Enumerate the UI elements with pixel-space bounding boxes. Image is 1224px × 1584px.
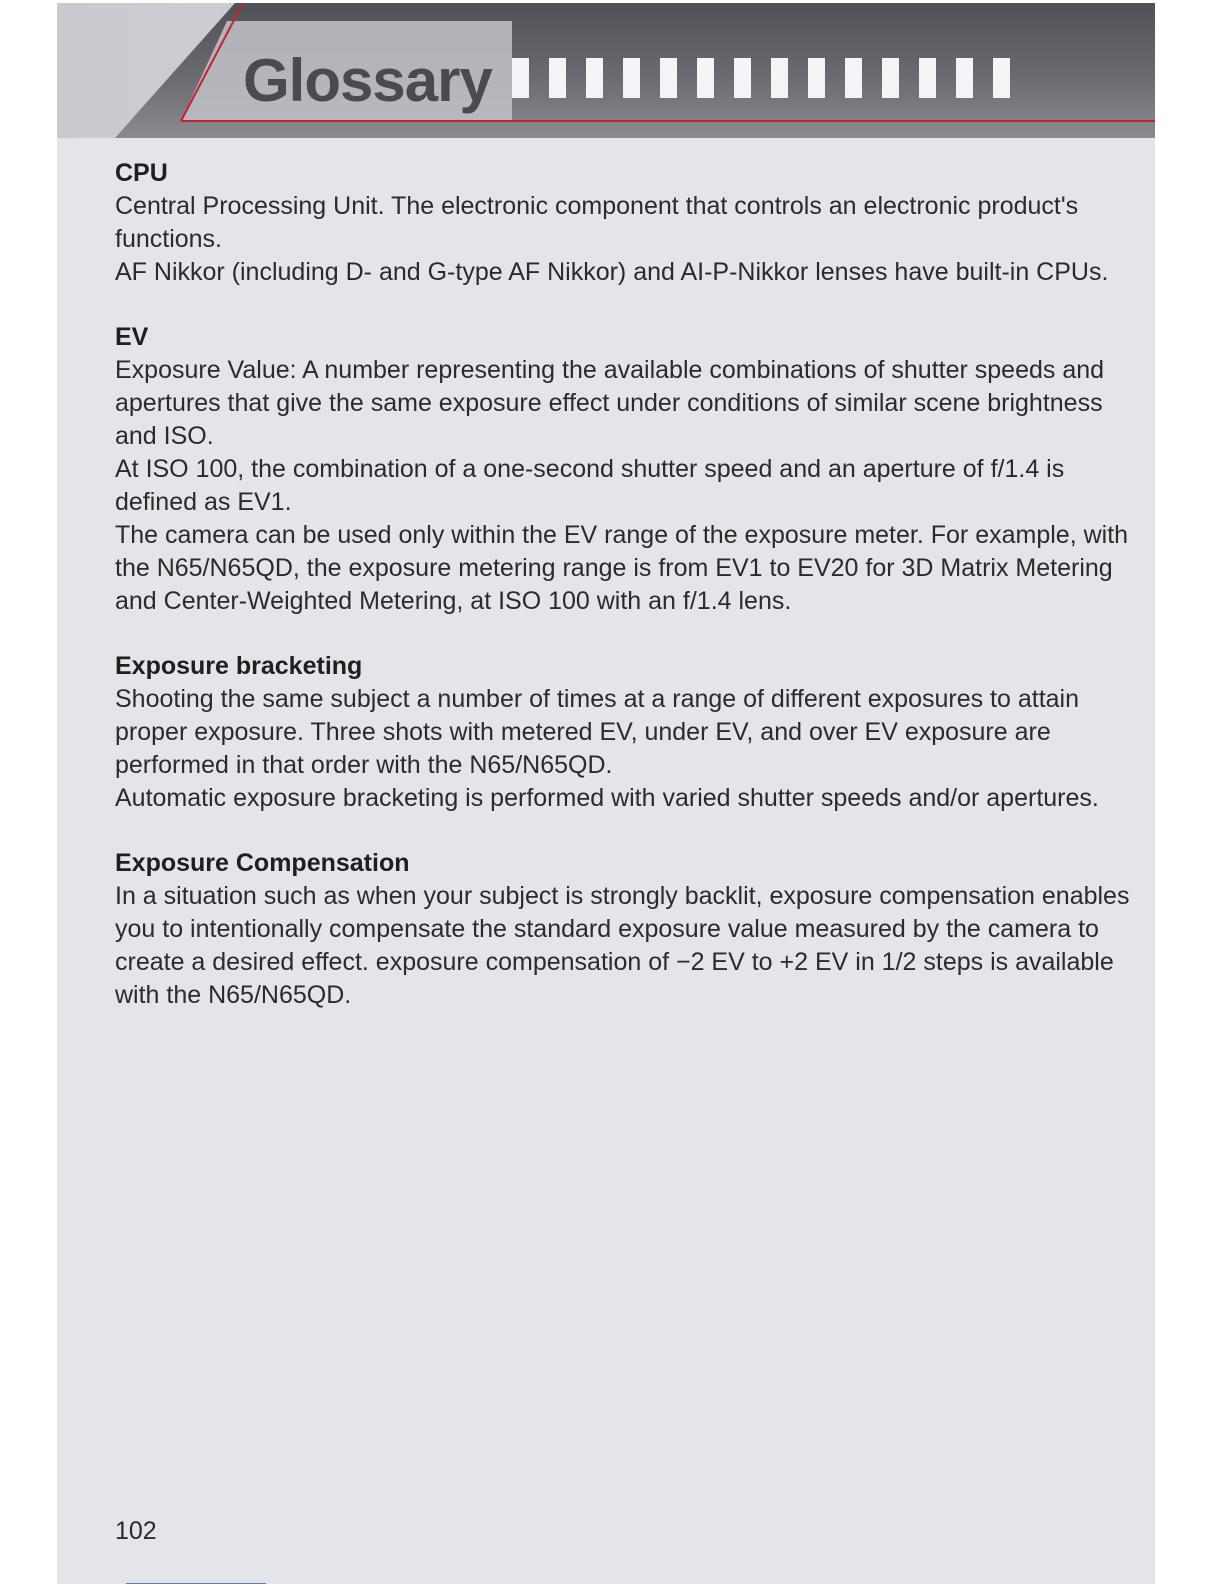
decorative-block-row	[512, 58, 1010, 98]
glossary-content	[115, 157, 1145, 1012]
decorative-block	[623, 58, 640, 98]
decorative-block	[586, 58, 603, 98]
glossary-entry-ev	[115, 321, 1145, 618]
glossary-definition: In a situation such as when your subject is strongly backlit, exposure compensation enables you to intentionally compensate the standard exposure value measured by the camera to create a desired effect. exposure compensation of −2 EV to +2 EV in 1/2 steps is available with the N65/N65QD.	[115, 882, 1130, 1009]
manual-page	[57, 3, 1155, 1584]
decorative-block	[845, 58, 862, 98]
glossary-term: Exposure Compensation	[115, 849, 410, 877]
glossary-entry-cpu	[115, 157, 1145, 289]
glossary-term: CPU	[115, 159, 168, 187]
decorative-block	[771, 58, 788, 98]
decorative-block	[956, 58, 973, 98]
glossary-definition: Shooting the same subject a number of times at a range of different exposures to attain proper exposure. Three shots with metered EV, under EV, and over EV exposure are performed in that order with the N65/N65QD.	[115, 685, 1080, 779]
decorative-block	[660, 58, 677, 98]
decorative-block	[993, 58, 1010, 98]
glossary-definition: Exposure Value: A number representing the available combinations of shutter speeds and apertures that give the same exposure effect under conditions of similar scene brightness and ISO.	[115, 356, 1105, 450]
glossary-definition: Central Processing Unit. The electronic component that controls an electronic product's functions.	[115, 192, 1079, 253]
decorative-block	[697, 58, 714, 98]
glossary-definition: Automatic exposure bracketing is performed with varied shutter speeds and/or apertures.	[115, 784, 1099, 812]
glossary-term: EV	[115, 323, 149, 351]
glossary-definition: AF Nikkor (including D- and G-type AF Nikkor) and AI-P-Nikkor lenses have built-in CPUs.	[115, 258, 1109, 286]
decorative-block	[919, 58, 936, 98]
glossary-entry-exposure-bracketing	[115, 650, 1145, 815]
glossary-definition: The camera can be used only within the EV range of the exposure meter. For example, with the N65/N65QD, the exposure metering range is from EV1 to EV20 for 3D Matrix Metering and Center-Weighted Metering, at ISO 100 with an f/1.4 lens.	[115, 521, 1129, 615]
page-title: Glossary	[243, 47, 492, 114]
decorative-block	[734, 58, 751, 98]
decorative-block	[549, 58, 566, 98]
glossary-entry-exposure-compensation	[115, 847, 1145, 1012]
decorative-block	[882, 58, 899, 98]
glossary-term: Exposure bracketing	[115, 652, 363, 680]
page-number: 102	[115, 1517, 157, 1545]
glossary-definition: At ISO 100, the combination of a one-second shutter speed and an aperture of f/1.4 is defined as EV1.	[115, 455, 1065, 516]
decorative-block	[512, 58, 529, 98]
glossary-banner	[57, 3, 1155, 138]
decorative-block	[808, 58, 825, 98]
